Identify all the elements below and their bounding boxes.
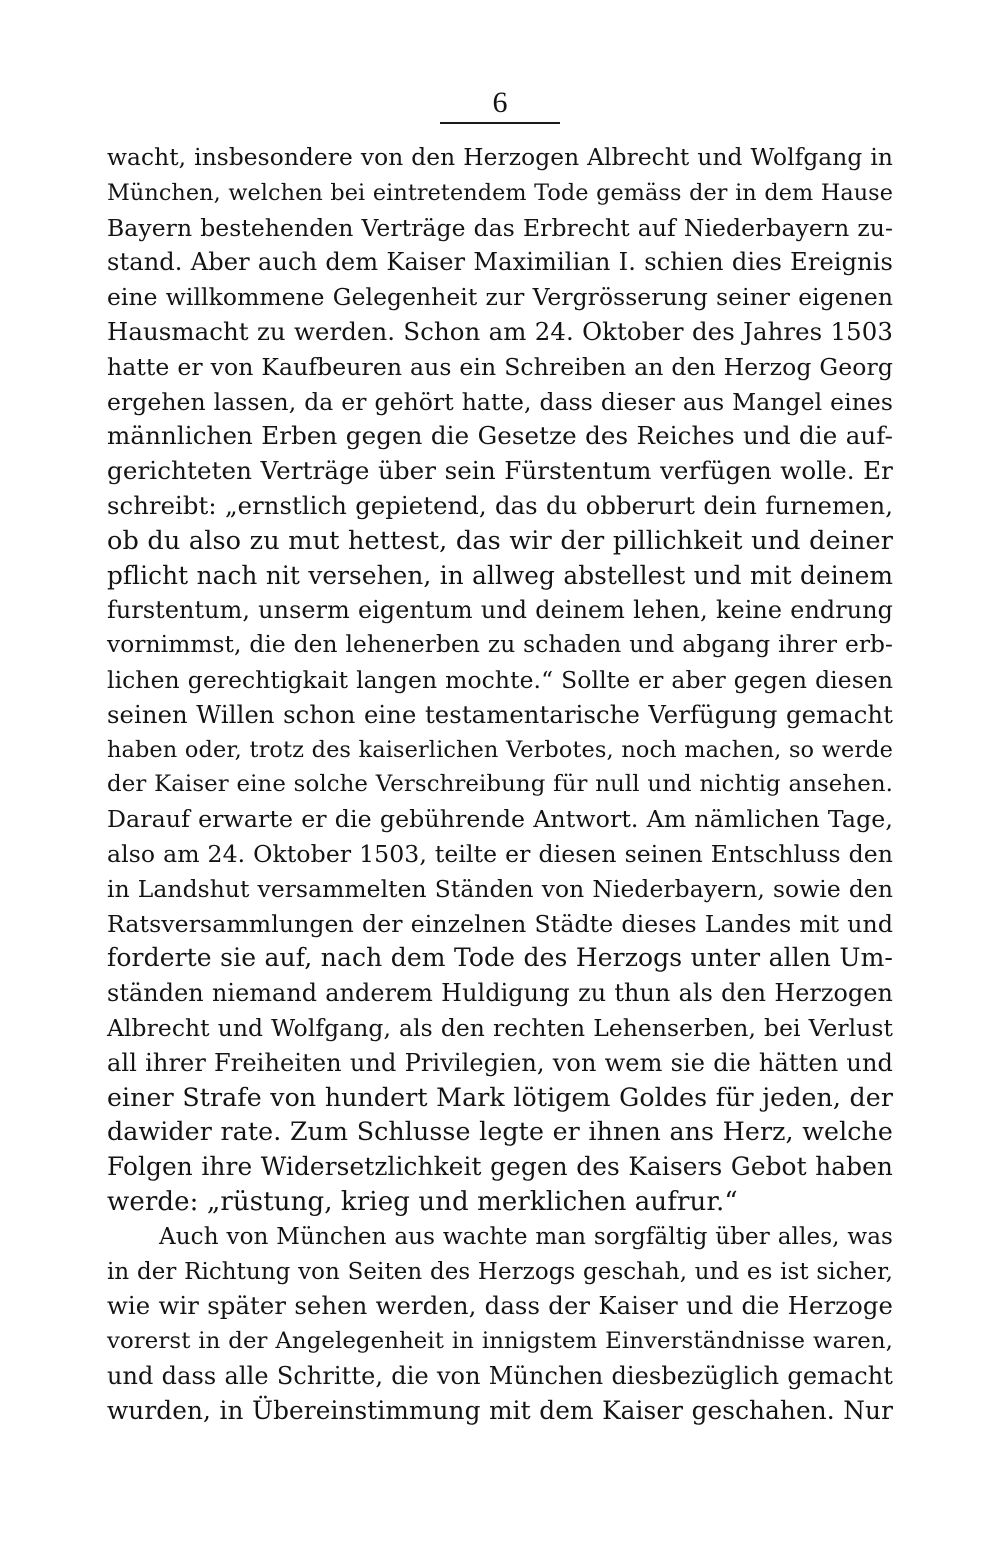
text-line: forderte sie auf, nach dem Tode des Herzogs unter allen Um-	[107, 943, 893, 973]
text-line: stand. Aber auch dem Kaiser Maximilian I. schien dies Ereignis	[107, 248, 893, 277]
text-line: und dass alle Schritte, die von München diesbezüglich gemacht	[107, 1361, 893, 1390]
text-line: München, welchen bei eintretendem Tode gemäss der in dem Hause	[107, 179, 893, 206]
text-line: all ihrer Freiheiten und Privilegien, von wem sie die hätten und	[107, 1048, 893, 1077]
text-line: also am 24. Oktober 1503, teilte er diesen seinen Entschluss den	[107, 839, 893, 868]
text-line: Hausmacht zu werden. Schon am 24. Oktober des Jahres 1503	[107, 316, 893, 346]
text-line: werde: „rüstung, krieg und merklichen aufrur.“	[107, 1186, 738, 1217]
text-line: wie wir später sehen werden, dass der Kaiser und die Herzoge	[107, 1291, 893, 1321]
text-line: pflicht nach nit versehen, in allweg abstellest und mit deinem	[107, 560, 893, 590]
text-line: in der Richtung von Seiten des Herzogs geschah, und es ist sicher,	[107, 1258, 893, 1285]
text-line: hatte er von Kaufbeuren aus ein Schreiben an den Herzog Georg	[107, 352, 893, 381]
text-line: schreibt: „ernstlich gepietend, das du obberurt dein furnemen,	[107, 490, 893, 520]
text-line: ständen niemand anderem Huldigung zu thun als den Herzogen	[107, 979, 893, 1008]
text-line: wacht, insbesondere von den Herzogen Albrecht und Wolfgang in	[107, 144, 893, 171]
text-line: wurden, in Übereinstimmung mit dem Kaiser geschahen. Nur	[107, 1395, 893, 1425]
text-line: ob du also zu mut hettest, das wir der pillichkeit und deiner	[107, 525, 893, 556]
text-line: gerichteten Verträge über sein Fürstentum verfügen wolle. Er	[107, 456, 893, 486]
text-line: der Kaiser eine solche Verschreibung für null und nichtig ansehen.	[107, 771, 893, 798]
text-line: einer Strafe von hundert Mark lötigem Goldes für jeden, der	[107, 1082, 893, 1112]
header-rule	[440, 122, 560, 124]
text-line: ergehen lassen, da er gehört hatte, dass dieser aus Mangel eines	[107, 387, 893, 416]
text-line: Auch von München aus wachte man sorgfältig über alles, was	[159, 1223, 893, 1250]
text-line: lichen gerechtigkait langen mochte.“ Sollte er aber gegen diesen	[107, 665, 893, 694]
text-line: seinen Willen schon eine testamentarische Verfügung gemacht	[107, 699, 893, 729]
text-line: Albrecht und Wolfgang, als den rechten Lehenserben, bei Verlust	[107, 1013, 893, 1042]
text-line: Ratsversammlungen der einzelnen Städte dieses Landes mit und	[107, 909, 893, 938]
text-line: Bayern bestehenden Verträge das Erbrecht auf Niederbayern zu-	[107, 213, 893, 242]
text-line: vorerst in der Angelegenheit in innigstem Einverständnisse waren,	[107, 1328, 893, 1355]
text-line: haben oder, trotz des kaiserlichen Verbotes, noch machen, so werde	[107, 736, 893, 763]
text-line: männlichen Erben gegen die Gesetze des Reiches und die auf-	[107, 421, 893, 451]
text-line: furstentum, unserm eigentum und deinem lehen, keine endrung	[107, 596, 893, 625]
text-line: dawider rate. Zum Schlusse legte er ihnen ans Herz, welche	[107, 1117, 893, 1147]
text-line: vornimmst, die den lehenerben zu schaden und abgang ihrer erb-	[107, 631, 893, 659]
page-number: 6	[492, 86, 508, 119]
text-line: in Landshut versammelten Ständen von Niederbayern, sowie den	[107, 874, 893, 903]
body-text	[107, 141, 893, 1428]
text-line: Darauf erwarte er die gebührende Antwort. Am nämlichen Tage,	[107, 805, 893, 834]
text-line: eine willkommene Gelegenheit zur Vergrösserung seiner eigenen	[107, 283, 893, 312]
text-line: Folgen ihre Widersetzlichkeit gegen des Kaisers Gebot haben	[107, 1152, 893, 1182]
